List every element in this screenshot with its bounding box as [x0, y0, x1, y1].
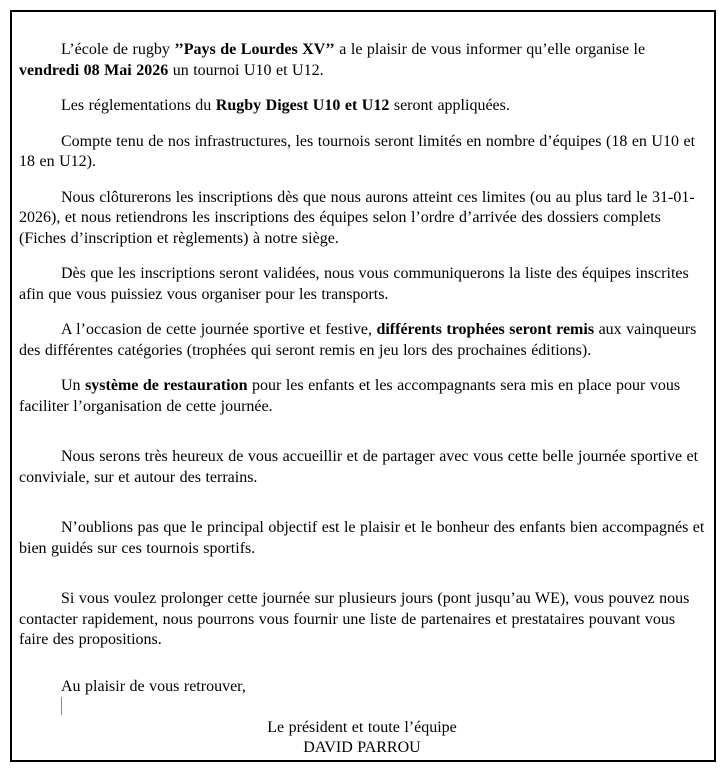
page-border	[10, 10, 716, 762]
text-run: vendredi 08 Mai 2026	[19, 61, 169, 79]
text-run: Les réglementations du	[61, 97, 216, 114]
text-run: Rugby Digest U10 et U12	[215, 97, 390, 114]
paragraph-signature-name	[19, 738, 705, 759]
paragraph-signature-role	[19, 718, 705, 739]
text-run: Un	[61, 377, 86, 394]
text-run: système de restauration	[85, 377, 248, 394]
paragraph-infrastructures	[19, 132, 705, 173]
text-cursor	[61, 697, 62, 715]
text-run: un tournoi U10 et U12.	[168, 61, 324, 79]
text-run: A l’occasion de cette journée sportive et festive,	[61, 321, 377, 338]
text-run: Le président et toute l’équipe	[267, 718, 457, 736]
paragraph-cursor-line	[19, 697, 705, 718]
text-run: Dès que les inscriptions seront validées, nous vous communiquerons la liste des équipes inscrites afin que vous puissiez vous organiser pour les transports.	[19, 265, 689, 303]
text-run: a le plaisir de vous informer qu’elle organise le	[334, 41, 646, 58]
paragraph-validation	[19, 264, 705, 305]
paragraph-trophees	[19, 320, 705, 361]
paragraph-cloture-inscriptions	[19, 188, 705, 250]
paragraph-accueil	[19, 447, 705, 488]
text-run: Si vous voulez prolonger cette journée sur plusieurs jours (pont jusqu’au WE), vous pouvez nous contacter rapidement, nous pourrons vous fournir une liste de partenaires et prestataires pouvant vous faire des propositions.	[19, 590, 690, 648]
text-run: DAVID PARROU	[303, 739, 421, 756]
paragraph-prolongation	[19, 589, 705, 651]
text-run: Compte tenu de nos infrastructures, les tournois seront limités en nombre d’équipes (18 en U10 et 18 en U12).	[19, 132, 696, 170]
letter-body[interactable]	[12, 12, 714, 760]
paragraph-reglementations	[19, 96, 705, 117]
paragraph-objectif	[19, 518, 705, 559]
paragraph-closing	[19, 677, 705, 698]
paragraph-restauration	[19, 376, 705, 417]
text-run: L’école de rugby	[61, 41, 175, 58]
text-run: N’oublions pas que le principal objectif est le plaisir et le bonheur des enfants bien accompagnés et bien guidés sur ces tournois sportifs.	[19, 519, 705, 557]
text-run: Au plaisir de vous retrouver,	[61, 677, 246, 695]
text-run: Nous serons très heureux de vous accueillir et de partager avec vous cette belle journée sportive et conviviale, sur et autour des terrains.	[19, 448, 699, 486]
text-run: aux vainqueurs des différentes catégories (trophées qui seront remis en jeu lors des prochaines éditions).	[19, 321, 697, 359]
text-run: Nous clôturerons les inscriptions dès que nous aurons atteint ces limites (ou au plus tard le 31-01-2026), et nous retiendrons les inscriptions des équipes selon l’ordre d’arrivée des dossiers complets (Fiches d’inscription et règlements) à notre siège.	[19, 188, 695, 247]
text-run: pour les enfants et les accompagnants sera mis en place pour vous faciliter l’organisation de cette journée.	[19, 377, 681, 415]
text-run: ’’Pays de Lourdes XV’’	[174, 41, 335, 58]
paragraph-intro	[19, 40, 705, 81]
text-run: seront appliquées.	[389, 97, 510, 114]
text-run: différents trophées seront remis	[376, 321, 595, 338]
